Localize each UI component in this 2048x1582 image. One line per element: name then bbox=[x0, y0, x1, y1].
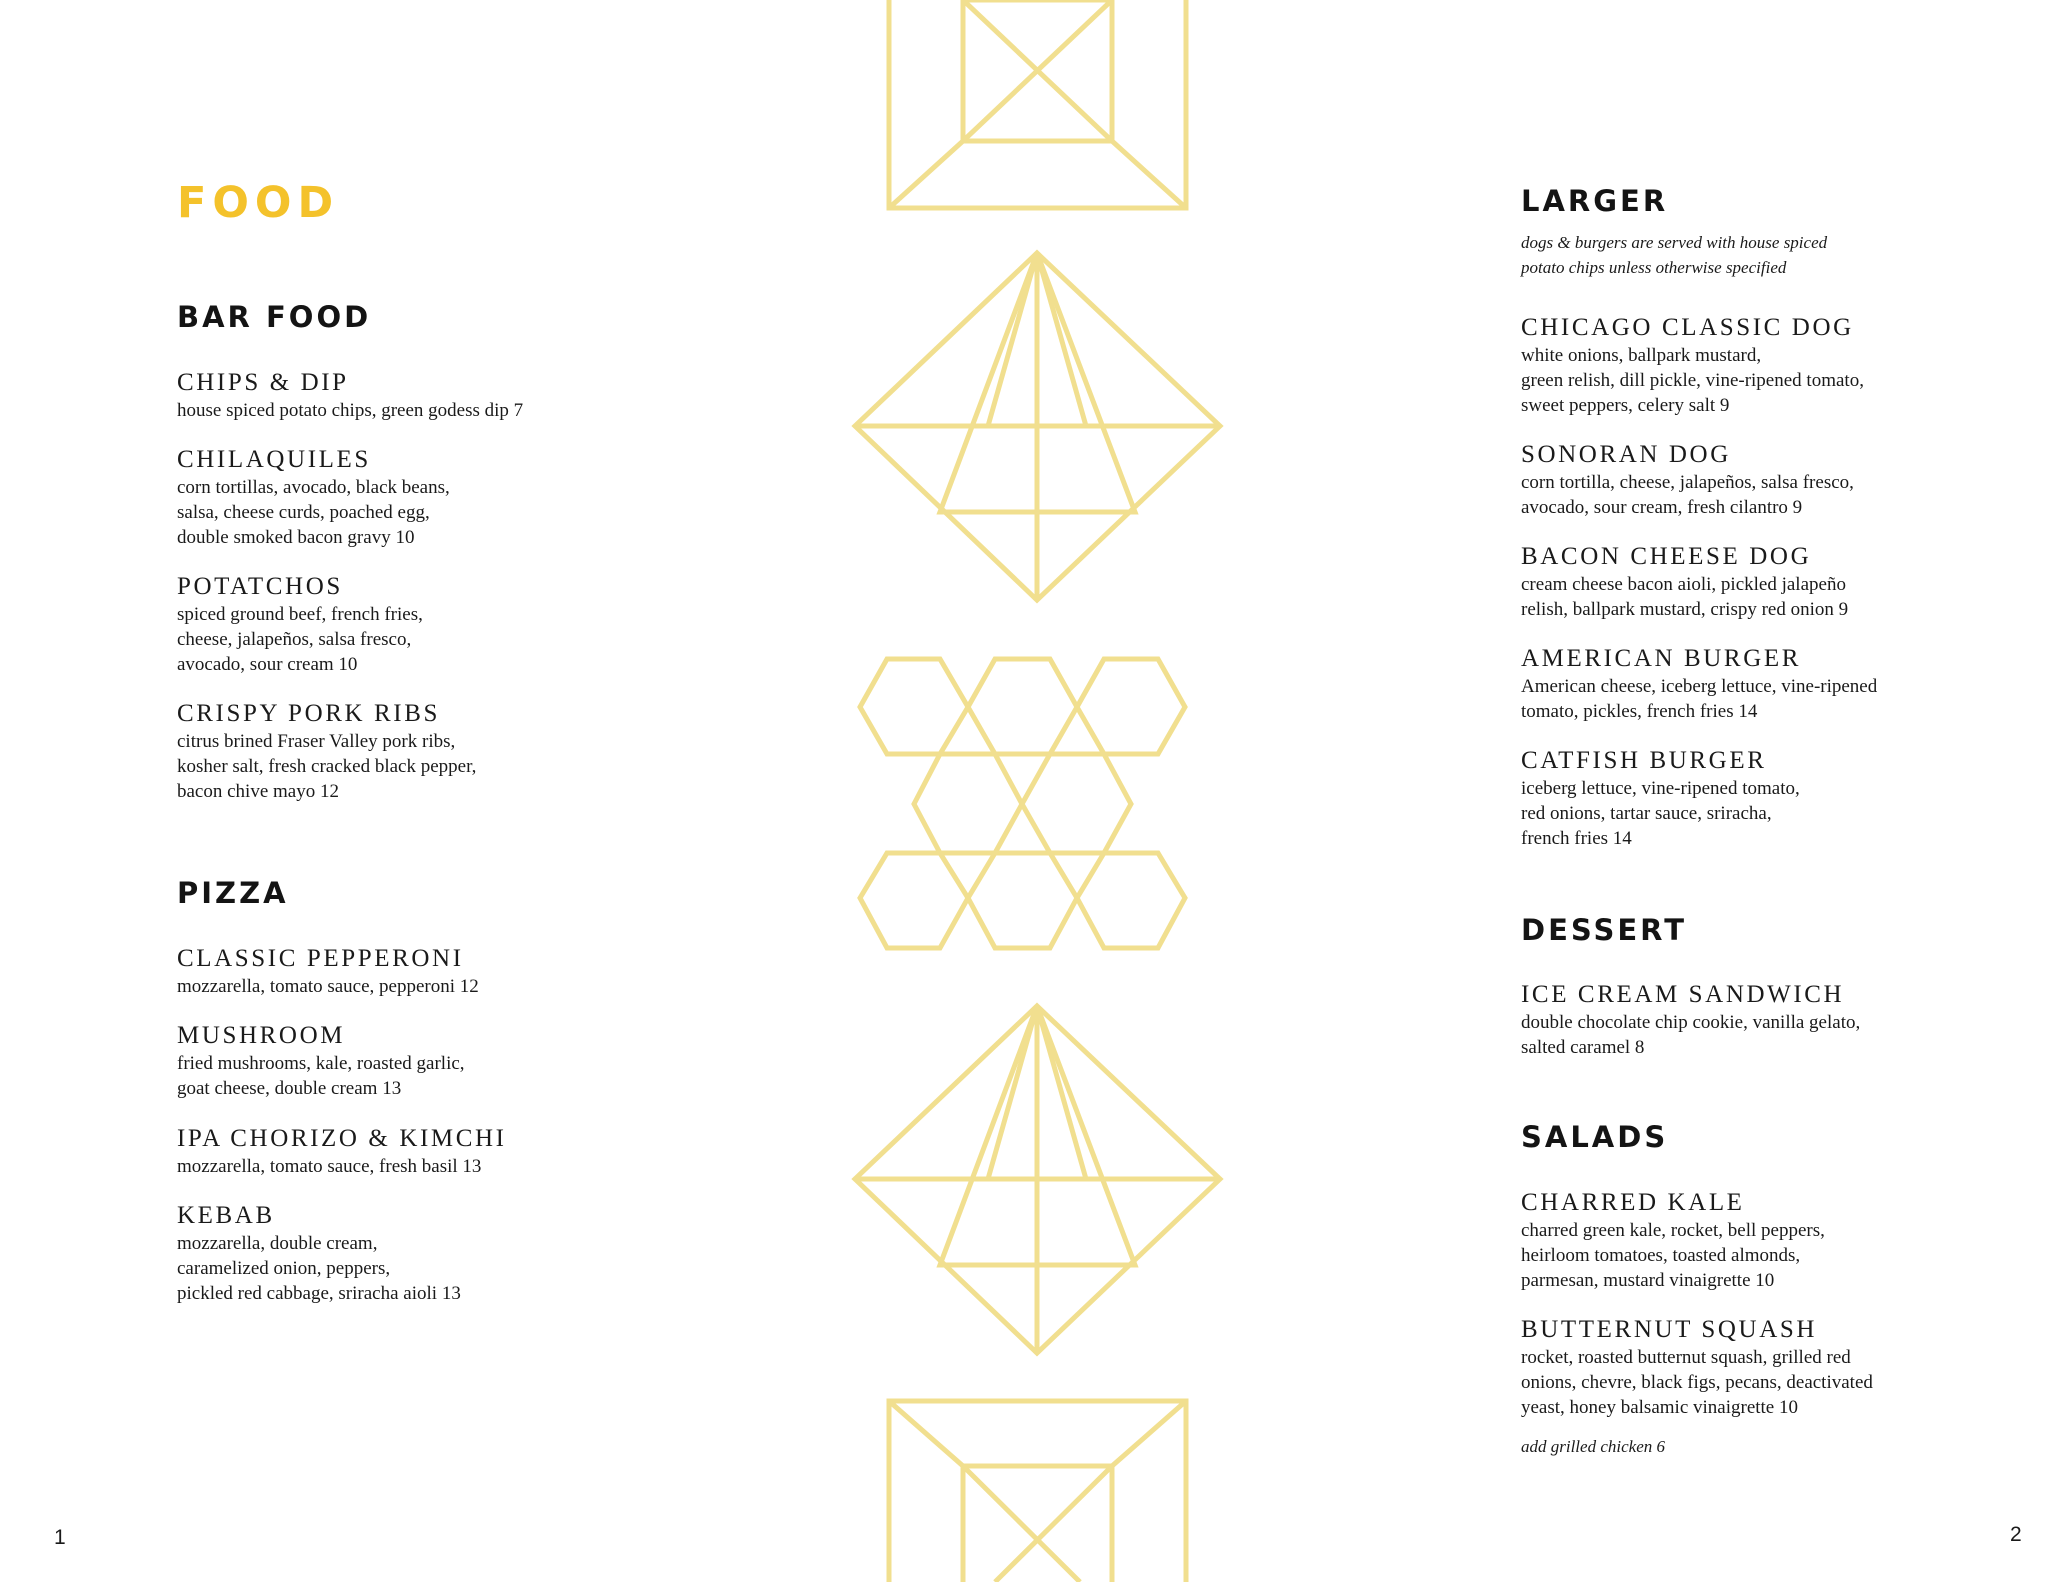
item-description: white onions, ballpark mustard, green relish, dill pickle, vine-ripened tomato, sweet peppers, celery salt 9 bbox=[1521, 345, 1864, 416]
item-description: mozzarella, tomato sauce, pepperoni 12 bbox=[177, 976, 479, 997]
item-name: CHICAGO CLASSIC DOG bbox=[1521, 314, 1854, 341]
menu-item bbox=[177, 572, 737, 677]
hexagon-cluster-icon bbox=[860, 659, 1185, 948]
menu-item bbox=[1521, 1315, 2048, 1420]
item-name: POTATCHOS bbox=[177, 573, 343, 600]
menu-item bbox=[177, 1021, 737, 1101]
item-name: CATFISH BURGER bbox=[1521, 747, 1767, 774]
item-description: spiced ground beef, french fries, cheese, jalapeños, salsa fresco, avocado, sour cream 10 bbox=[177, 604, 423, 675]
section-title-bar-food: BAR FOOD bbox=[177, 300, 372, 334]
item-name: SONORAN DOG bbox=[1521, 441, 1731, 468]
square-pyramid-icon bbox=[889, 1401, 1186, 1582]
menu-item bbox=[1521, 313, 2048, 418]
menu-item bbox=[177, 944, 737, 999]
menu-item bbox=[1521, 980, 2048, 1060]
item-description: mozzarella, tomato sauce, fresh basil 13 bbox=[177, 1156, 482, 1177]
menu-item bbox=[177, 445, 737, 550]
item-name: CRISPY PORK RIBS bbox=[177, 700, 440, 727]
menu-item bbox=[1521, 1188, 2048, 1293]
section-title-salads: SALADS bbox=[1521, 1120, 1669, 1154]
menu-item bbox=[1521, 746, 2048, 851]
item-description: double chocolate chip cookie, vanilla gelato, salted caramel 8 bbox=[1521, 1012, 1861, 1058]
menu-item bbox=[1521, 440, 2048, 520]
menu-item bbox=[177, 1201, 737, 1306]
item-name: AMERICAN BURGER bbox=[1521, 645, 1801, 672]
menu-item bbox=[1521, 644, 2048, 724]
item-description: corn tortillas, avocado, black beans, salsa, cheese curds, poached egg, double smoked bacon gravy 10 bbox=[177, 477, 450, 548]
section-title-larger: LARGER bbox=[1521, 184, 1669, 218]
square-pyramid-icon bbox=[889, 0, 1186, 208]
section-title-dessert: DESSERT bbox=[1521, 913, 1687, 947]
menu-item bbox=[177, 1124, 737, 1179]
item-description: corn tortilla, cheese, jalapeños, salsa fresco, avocado, sour cream, fresh cilantro 9 bbox=[1521, 472, 1854, 518]
item-name: ICE CREAM SANDWICH bbox=[1521, 981, 1845, 1008]
page-number: 1 bbox=[54, 1526, 66, 1549]
item-name: BUTTERNUT SQUASH bbox=[1521, 1316, 1818, 1343]
item-description: citrus brined Fraser Valley pork ribs, kosher salt, fresh cracked black pepper, bacon chive mayo 12 bbox=[177, 731, 477, 802]
page-number: 2 bbox=[2010, 1523, 2022, 1546]
item-description: fried mushrooms, kale, roasted garlic, goat cheese, double cream 13 bbox=[177, 1053, 465, 1099]
item-name: MUSHROOM bbox=[177, 1022, 346, 1049]
item-name: CHIPS & DIP bbox=[177, 369, 349, 396]
geometric-ornament bbox=[850, 0, 1230, 1582]
item-name: CHARRED KALE bbox=[1521, 1189, 1745, 1216]
menu-item bbox=[1521, 542, 2048, 622]
section-note: dogs & burgers are served with house spiced potato chips unless otherwise specified bbox=[1521, 233, 1828, 277]
item-name: IPA CHORIZO & KIMCHI bbox=[177, 1125, 507, 1152]
item-description: charred green kale, rocket, bell peppers, heirloom tomatoes, toasted almonds, parmesan, mustard vinaigrette 10 bbox=[1521, 1220, 1825, 1291]
add-on-note: add grilled chicken 6 bbox=[1521, 1437, 1665, 1456]
item-description: American cheese, iceberg lettuce, vine-ripened tomato, pickles, french fries 14 bbox=[1521, 676, 1878, 722]
item-name: CLASSIC PEPPERONI bbox=[177, 945, 464, 972]
item-description: house spiced potato chips, green godess dip 7 bbox=[177, 400, 524, 421]
page-title: FOOD bbox=[177, 178, 340, 228]
menu-item bbox=[177, 368, 737, 423]
diamond-icon bbox=[855, 1006, 1220, 1353]
item-description: mozzarella, double cream, caramelized onion, peppers, pickled red cabbage, sriracha aioli 13 bbox=[177, 1233, 461, 1304]
item-description: cream cheese bacon aioli, pickled jalapeño relish, ballpark mustard, crispy red onion 9 bbox=[1521, 574, 1849, 620]
diamond-icon bbox=[855, 253, 1220, 600]
item-name: KEBAB bbox=[177, 1202, 275, 1229]
item-name: CHILAQUILES bbox=[177, 446, 371, 473]
menu-item bbox=[177, 699, 737, 804]
section-title-pizza: PIZZA bbox=[177, 876, 289, 910]
item-description: iceberg lettuce, vine-ripened tomato, red onions, tartar sauce, sriracha, french fries 14 bbox=[1521, 778, 1800, 849]
item-name: BACON CHEESE DOG bbox=[1521, 543, 1812, 570]
item-description: rocket, roasted butternut squash, grilled red onions, chevre, black figs, pecans, deactivated yeast, honey balsamic vinaigrette 10 bbox=[1521, 1347, 1873, 1418]
